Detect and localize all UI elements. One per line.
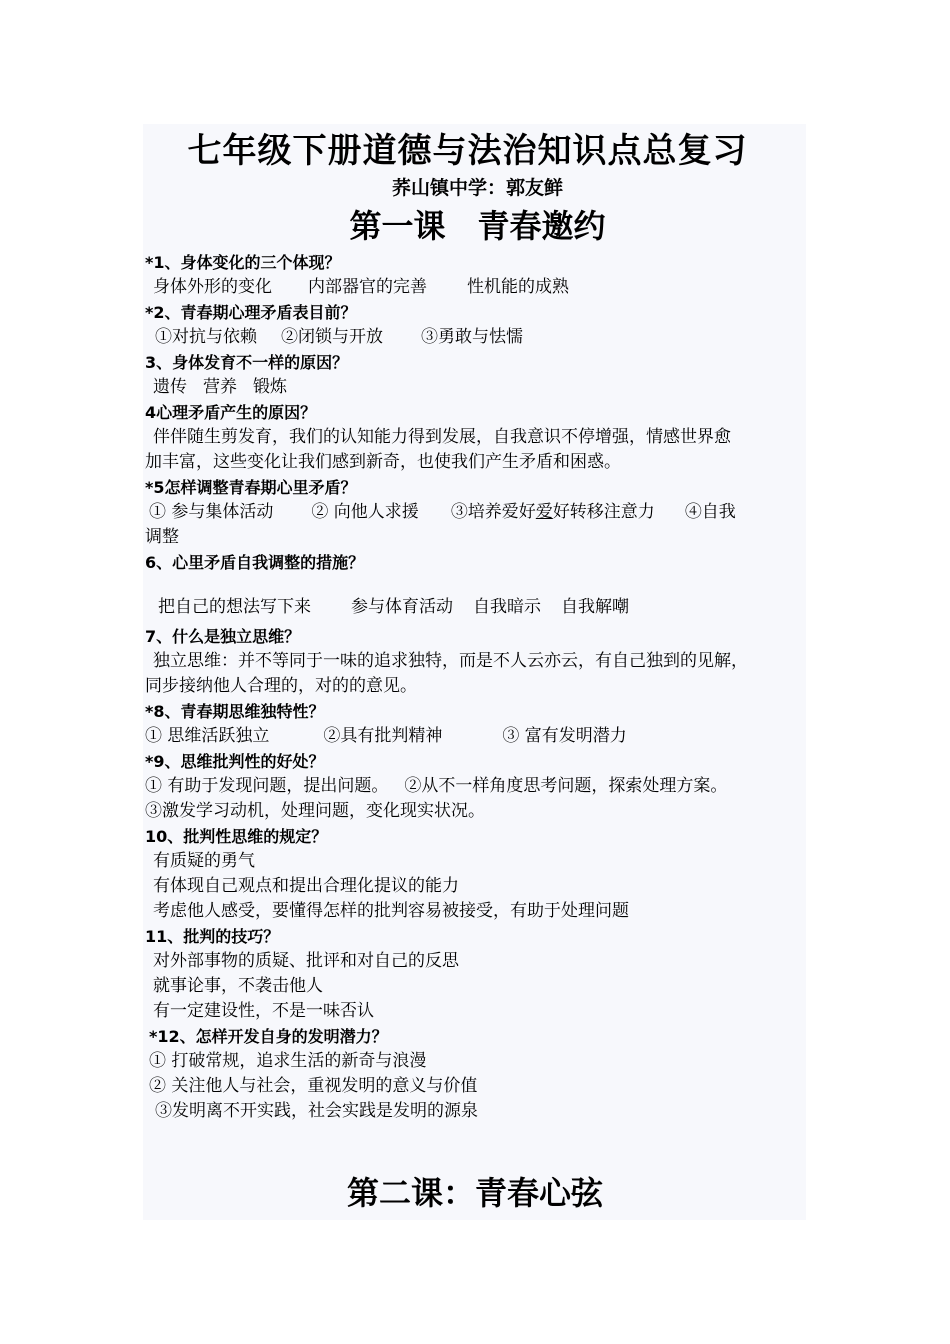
answer-2-item: ③勇敢与怯懦 <box>421 327 523 347</box>
answer-3 <box>145 375 810 400</box>
answer-8-item: ②具有批判精神 <box>323 726 443 746</box>
answer-2 <box>145 325 810 350</box>
answer-1-item: 身体外形的变化 <box>153 277 272 297</box>
question-3: 3、身体发育不一样的原因？ <box>145 353 349 372</box>
answer-10-line-2: 有体现自己观点和提出合理化提议的能力 <box>153 876 459 896</box>
answer-8-item: ① 思维活跃独立 <box>145 726 270 746</box>
question-5: *5怎样调整青春期心里矛盾？ <box>145 478 357 497</box>
lesson-1-heading: 第一课 青春邀约 <box>349 207 606 245</box>
answer-8-item: ③ 富有发明潜力 <box>502 726 627 746</box>
answer-4-line-1: 伴伴随生剪发育，我们的认知能力得到发展，自我意识不停增强，情感世界愈 <box>153 427 731 447</box>
document-title: 七年级下册道德与法治知识点总复习 <box>187 131 748 171</box>
question-9: *9、思维批判性的好处？ <box>145 752 325 771</box>
answer-9-line-2: ③激发学习动机，处理问题，变化现实状况。 <box>145 801 485 821</box>
document-body <box>145 126 810 1124</box>
answer-1-item: 性机能的成熟 <box>467 277 569 297</box>
answer-9-line-1 <box>145 774 810 799</box>
answer-5-underlined: 爱 <box>535 502 553 522</box>
question-1: *1、身体变化的三个体现？ <box>145 253 341 272</box>
answer-7-line-2: 同步接纳他人合理的，对的的意见。 <box>145 676 417 696</box>
answer-6-item: 把自己的想法写下来 <box>158 597 311 617</box>
answer-12-line-1: ① 打破常规，追求生活的新奇与浪漫 <box>149 1051 427 1071</box>
question-8: *8、青春期思维独特性？ <box>145 702 325 721</box>
answer-12-line-2: ② 关注他人与社会，重视发明的意义与价值 <box>149 1076 478 1096</box>
answer-5-item: ③培养爱好 <box>450 502 536 522</box>
question-11: 11、批判的技巧？ <box>145 927 280 946</box>
answer-5-item: ④自我 <box>684 502 736 522</box>
answer-11-line-1: 对外部事物的质疑、批评和对自己的反思 <box>153 951 459 971</box>
answer-12-line-3: ③发明离不开实践，社会实践是发明的源泉 <box>155 1101 478 1121</box>
answer-11-line-3: 有一定建设性，不是一味否认 <box>153 1001 374 1021</box>
answer-10-line-1: 有质疑的勇气 <box>153 851 255 871</box>
answer-1-item: 内部器官的完善 <box>308 277 427 297</box>
answer-6-item: 自我暗示 <box>473 597 541 617</box>
answer-8 <box>145 724 810 749</box>
question-6: 6、心里矛盾自我调整的措施？ <box>145 553 365 572</box>
answer-5-item: ② 向他人求援 <box>311 502 419 522</box>
question-10: 10、批判性思维的规定？ <box>145 827 328 846</box>
answer-4-line-2: 加丰富，这些变化让我们感到新奇，也使我们产生矛盾和困惑。 <box>145 452 621 472</box>
answer-5-item: 好转移注意力 <box>552 502 655 522</box>
answer-10-line-3: 考虑他人感受，要懂得怎样的批判容易被接受，有助于处理问题 <box>153 901 629 921</box>
document-subtitle: 荞山镇中学：郭友鲜 <box>391 177 563 199</box>
answer-3-item: 遗传 <box>153 377 187 397</box>
answer-5-item: ① 参与集体活动 <box>149 502 274 522</box>
question-7: 7、什么是独立思维？ <box>145 627 301 646</box>
answer-3-item: 营养 <box>203 377 237 397</box>
answer-2-item: ①对抗与依赖 <box>155 327 257 347</box>
answer-6-item: 自我解嘲 <box>561 597 629 617</box>
question-2: *2、青春期心理矛盾表目前？ <box>145 303 357 322</box>
answer-9-item: ① 有助于发现问题，提出问题。 <box>145 776 389 796</box>
lesson-2-heading: 第二课：青春心弦 <box>346 1174 603 1212</box>
answer-9-item: ②从不一样角度思考问题，探索处理方案。 <box>404 776 728 796</box>
answer-6 <box>145 595 810 620</box>
question-4: 4心理矛盾产生的原因？ <box>145 403 317 422</box>
answer-3-item: 锻炼 <box>253 377 287 397</box>
question-12: *12、怎样开发自身的发明潜力？ <box>149 1027 388 1046</box>
answer-11-line-2: 就事论事，不袭击他人 <box>153 976 323 996</box>
answer-5-line-2: 调整 <box>145 527 179 547</box>
answer-1 <box>145 275 810 300</box>
answer-6-item: 参与体育活动 <box>351 597 453 617</box>
answer-5 <box>145 500 810 525</box>
answer-2-item: ②闭锁与开放 <box>281 327 383 347</box>
answer-7-line-1: 独立思维：并不等同于一味的追求独特，而是不人云亦云，有自己独到的见解， <box>153 651 748 671</box>
